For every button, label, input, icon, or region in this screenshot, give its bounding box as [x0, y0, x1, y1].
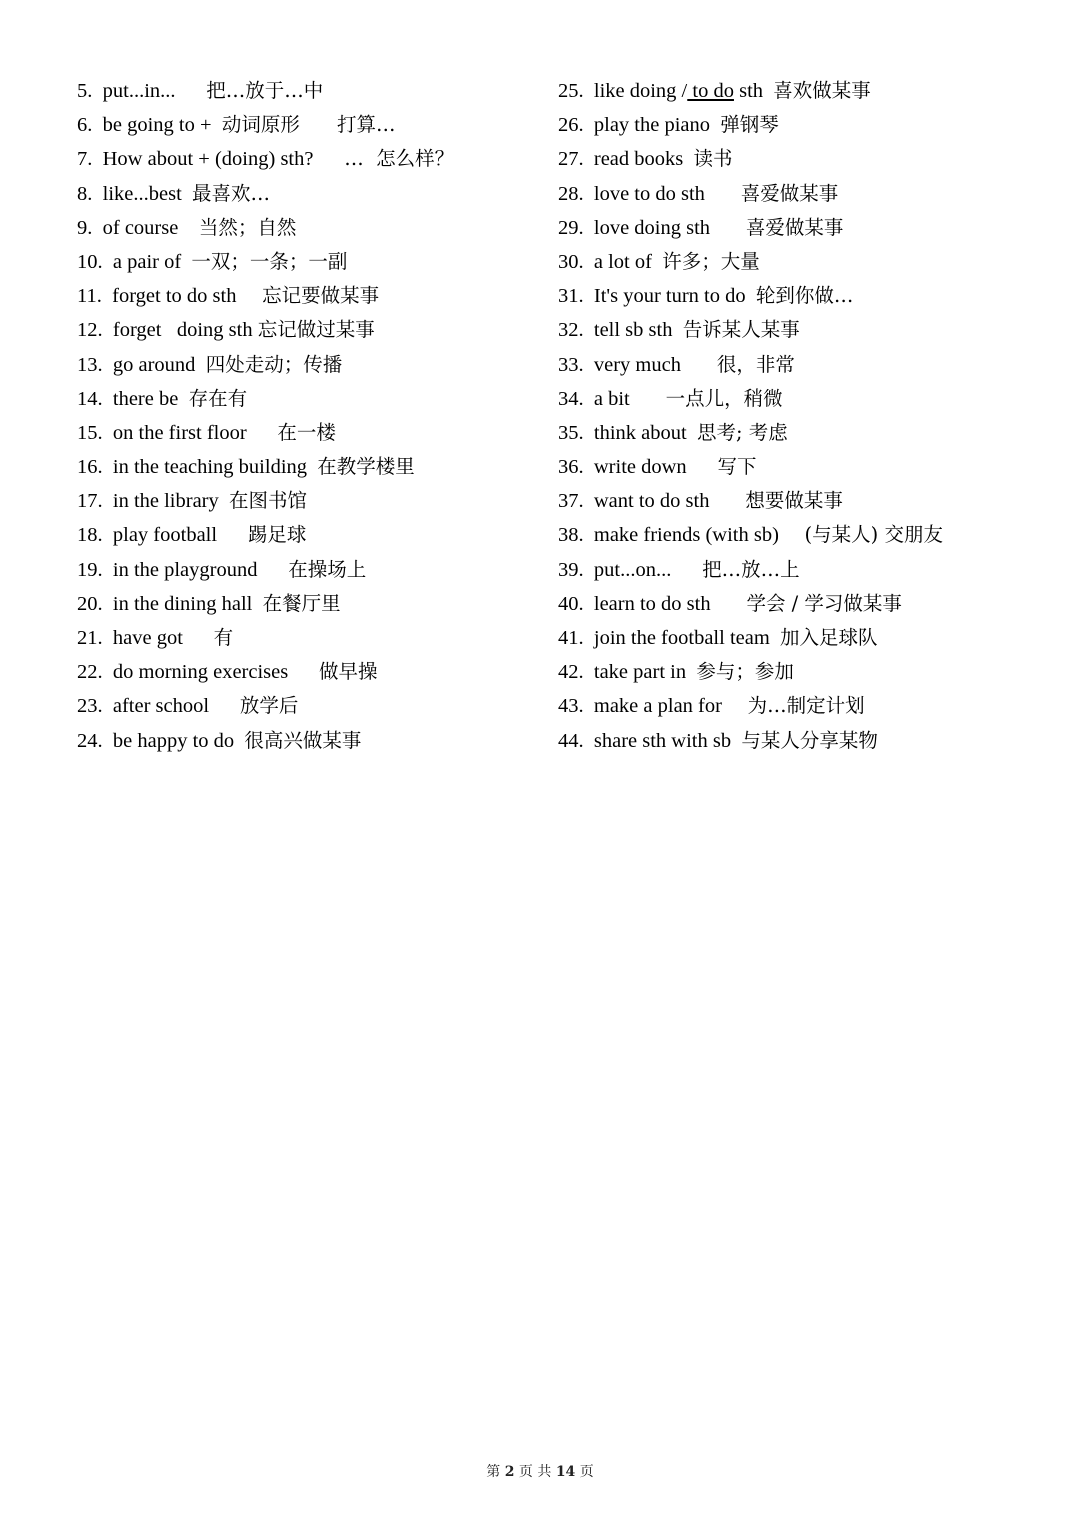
english-phrase-underlined: to do [687, 80, 734, 102]
chinese-meaning: 四处走动；传播 [205, 352, 343, 376]
spacing [195, 354, 205, 376]
spacing [288, 661, 319, 683]
spacing [779, 524, 805, 546]
phrase-item [77, 587, 547, 621]
item-number: 33. [558, 353, 584, 376]
phrase-item [558, 211, 1058, 245]
chinese-meaning: 弹钢琴 [720, 113, 779, 137]
item-number: 8. [77, 182, 93, 205]
item-number: 22. [77, 661, 103, 684]
phrase-item [558, 177, 1058, 211]
spacing [178, 217, 199, 239]
chinese-meaning: 很，非常 [716, 352, 795, 376]
spacing [307, 456, 317, 478]
spacing [182, 183, 192, 205]
spacing [722, 695, 748, 717]
english-phrase: a bit [593, 387, 630, 410]
english-phrase: learn to do sth [593, 592, 711, 615]
english-phrase: write down [593, 456, 687, 479]
phrase-item [558, 724, 1058, 758]
english-phrase: there be [112, 387, 179, 410]
phrase-item [77, 553, 547, 587]
spacing [630, 388, 666, 410]
chinese-meaning: 学会 / 学习做某事 [746, 591, 902, 615]
chinese-meaning: 喜欢做某事 [773, 79, 871, 102]
footer-prefix: 第 [486, 1464, 505, 1480]
chinese-meaning: 做早操 [318, 660, 378, 684]
english-phrase: make a plan for [593, 695, 722, 718]
item-number: 7. [77, 148, 93, 171]
item-number: 20. [77, 592, 103, 615]
english-phrase: of course [102, 216, 179, 239]
english-phrase: join the football team [593, 627, 770, 649]
spacing [683, 148, 693, 170]
item-number: 44. [558, 729, 584, 752]
phrase-item [77, 211, 547, 245]
item-number: 39. [558, 558, 584, 581]
spacing [671, 559, 702, 581]
item-number: 12. [77, 319, 103, 342]
chinese-meaning: 喜爱做某事 [745, 215, 844, 239]
item-number: 43. [558, 695, 584, 718]
phrase-item [558, 279, 1058, 313]
spacing [234, 730, 244, 752]
english-phrase: forget doing sth [112, 319, 253, 342]
spacing [709, 490, 745, 512]
english-phrase: a pair of [112, 250, 182, 273]
phrase-item [558, 518, 1058, 552]
item-number: 36. [558, 456, 584, 479]
chinese-meaning: 轮到你做… [755, 284, 854, 308]
english-phrase: put...on... [593, 558, 672, 581]
item-number: 14. [77, 387, 103, 410]
chinese-meaning: 与某人分享某物 [741, 728, 878, 752]
english-phrase: very much [593, 353, 681, 376]
item-number: 41. [558, 627, 584, 649]
item-number: 38. [558, 524, 584, 547]
item-number: 27. [558, 148, 584, 171]
spacing [686, 661, 696, 683]
english-phrase: after school [112, 695, 210, 718]
spacing [705, 183, 741, 205]
spacing [252, 593, 262, 615]
english-phrase: go around [112, 353, 196, 376]
page-footer [0, 1461, 1080, 1481]
chinese-meaning: 存在有 [188, 386, 248, 410]
english-phrase: take part in [593, 661, 687, 684]
item-number: 10. [77, 250, 103, 273]
footer-suffix: 页 [575, 1464, 594, 1480]
item-number: 6. [77, 114, 93, 137]
chinese-meaning: 参与；参加 [696, 660, 794, 684]
phrase-item [77, 348, 547, 382]
english-phrase: forget to do sth [112, 285, 237, 308]
phrase-item [558, 587, 1058, 621]
phrase-item [558, 348, 1058, 382]
chinese-meaning: 放学后 [239, 694, 299, 718]
left-column [77, 74, 547, 758]
item-number: 35. [558, 421, 584, 444]
spacing [672, 319, 682, 341]
phrase-item [558, 313, 1058, 347]
english-phrase: have got [112, 627, 183, 649]
phrase-item [558, 689, 1058, 723]
chinese-meaning: 在餐厅里 [262, 591, 341, 615]
item-number: 23. [77, 695, 103, 718]
spacing [687, 422, 697, 444]
chinese-meaning: 有 [213, 626, 234, 649]
item-number: 29. [558, 216, 584, 239]
english-phrase: in the dining hall [112, 592, 253, 615]
english-phrase: a lot of [593, 250, 652, 273]
chinese-meaning: 忘记要做某事 [262, 284, 380, 308]
item-number: 37. [558, 490, 584, 513]
chinese-meaning: 告诉某人某事 [682, 318, 800, 342]
spacing [770, 627, 780, 649]
item-number: 19. [77, 558, 103, 581]
english-phrase: like doing / [593, 80, 688, 102]
phrase-item [77, 382, 547, 416]
chinese-meaning: 在操场上 [288, 557, 367, 581]
chinese-meaning: 为…制定计划 [747, 694, 865, 718]
english-phrase: make friends (with sb) [593, 524, 779, 547]
item-number: 18. [77, 524, 103, 547]
item-number: 21. [77, 627, 103, 649]
item-number: 17. [77, 490, 103, 513]
footer-total-pages: 14 [555, 1464, 576, 1480]
spacing [217, 524, 248, 546]
item-number: 25. [558, 80, 584, 102]
english-phrase: in the teaching building [112, 456, 308, 479]
spacing [763, 80, 773, 102]
english-phrase: in the library [112, 490, 219, 513]
spacing [313, 148, 344, 170]
phrase-item [558, 108, 1058, 142]
phrase-item [558, 416, 1058, 450]
english-phrase: in the playground [112, 558, 258, 581]
chinese-meaning: 喜爱做某事 [740, 181, 839, 205]
phrase-item [77, 74, 547, 108]
chinese-meaning: 踢足球 [247, 523, 307, 547]
spacing [219, 490, 229, 512]
phrase-item [558, 142, 1058, 176]
phrase-item [77, 518, 547, 552]
english-phrase: sth [733, 80, 764, 102]
spacing [746, 285, 756, 307]
english-phrase: It's your turn to do [593, 285, 746, 308]
chinese-meaning: 最喜欢… [192, 181, 271, 205]
chinese-meaning: 忘记做过某事 [257, 318, 375, 342]
spacing [212, 114, 222, 136]
english-phrase: share sth with sb [593, 729, 732, 752]
english-phrase: like...best [102, 182, 182, 205]
phrase-item [77, 450, 547, 484]
english-phrase: on the first floor [112, 421, 247, 444]
spacing [652, 251, 662, 273]
english-phrase: read books [593, 148, 684, 171]
spacing [176, 80, 207, 102]
chinese-meaning: 在一楼 [277, 420, 336, 444]
spacing [258, 559, 289, 581]
chinese-meaning: 当然；自然 [198, 215, 297, 239]
chinese-meaning: 想要做某事 [745, 489, 843, 513]
english-phrase: be going to + [102, 114, 212, 137]
chinese-meaning: 一双；一条；一副 [191, 249, 348, 273]
english-phrase: love doing sth [593, 216, 711, 239]
chinese-meaning: (与某人) 交朋友 [804, 523, 943, 547]
footer-page-number: 2 [504, 1464, 515, 1480]
english-phrase: How about + (doing) sth? [102, 148, 314, 171]
item-number: 26. [558, 114, 584, 137]
english-phrase: love to do sth [593, 182, 705, 205]
item-number: 15. [77, 421, 103, 444]
spacing [681, 354, 717, 376]
item-number: 16. [77, 456, 103, 479]
spacing [731, 730, 741, 752]
chinese-meaning: 在图书馆 [229, 489, 308, 513]
spacing [247, 422, 278, 444]
spacing [178, 388, 188, 410]
english-phrase: play the piano [593, 114, 711, 137]
english-phrase: play football [112, 524, 218, 547]
spacing [183, 627, 214, 649]
english-phrase: tell sb sth [593, 319, 673, 342]
item-number: 42. [558, 661, 584, 684]
chinese-meaning: 写下 [717, 455, 757, 479]
phrase-item [77, 484, 547, 518]
item-number: 9. [77, 216, 93, 239]
chinese-meaning: 把…放…上 [702, 557, 800, 581]
chinese-meaning: … 怎么样？ [344, 147, 455, 171]
spacing [687, 456, 718, 478]
spacing [236, 285, 262, 307]
phrase-item [77, 142, 547, 176]
phrase-item [558, 655, 1058, 689]
phrase-item [77, 313, 547, 347]
item-number: 30. [558, 250, 584, 273]
phrase-item [77, 655, 547, 689]
english-phrase: think about [593, 421, 687, 444]
chinese-meaning: 一点儿，稍微 [665, 386, 783, 410]
spacing [710, 114, 720, 136]
item-number: 28. [558, 182, 584, 205]
chinese-meaning: 很高兴做某事 [244, 728, 362, 752]
phrase-item [558, 74, 1058, 108]
phrase-item [558, 450, 1058, 484]
item-number: 40. [558, 592, 584, 615]
item-number: 11. [77, 285, 102, 308]
phrase-item [77, 621, 547, 655]
item-number: 34. [558, 387, 584, 410]
phrase-item [77, 416, 547, 450]
spacing [711, 593, 747, 615]
phrase-item [77, 689, 547, 723]
phrase-item [77, 724, 547, 758]
phrase-item [77, 177, 547, 211]
chinese-meaning: 读书 [693, 147, 733, 171]
phrase-item [77, 108, 547, 142]
item-number: 5. [77, 80, 93, 102]
chinese-meaning: 把…放于…中 [206, 79, 324, 102]
item-number: 32. [558, 319, 584, 342]
phrase-item [558, 553, 1058, 587]
english-phrase: do morning exercises [112, 661, 289, 684]
footer-middle: 页 共 [514, 1464, 556, 1480]
chinese-meaning: 加入足球队 [780, 626, 878, 649]
chinese-meaning: 动词原形 打算… [221, 113, 396, 137]
spacing [710, 217, 746, 239]
right-column [558, 74, 1058, 758]
phrase-item [558, 484, 1058, 518]
chinese-meaning: 在教学楼里 [317, 455, 415, 479]
english-phrase: want to do sth [593, 490, 710, 513]
spacing [209, 695, 240, 717]
english-phrase: be happy to do [112, 729, 235, 752]
phrase-item [77, 279, 547, 313]
phrase-item [558, 245, 1058, 279]
spacing [181, 251, 191, 273]
item-number: 24. [77, 729, 103, 752]
phrase-item [558, 382, 1058, 416]
phrase-item [558, 621, 1058, 655]
chinese-meaning: 许多；大量 [662, 249, 760, 273]
chinese-meaning: 思考; 考虑 [696, 420, 788, 444]
item-number: 31. [558, 285, 584, 308]
phrase-item [77, 245, 547, 279]
item-number: 13. [77, 353, 103, 376]
english-phrase: put...in... [102, 80, 176, 102]
